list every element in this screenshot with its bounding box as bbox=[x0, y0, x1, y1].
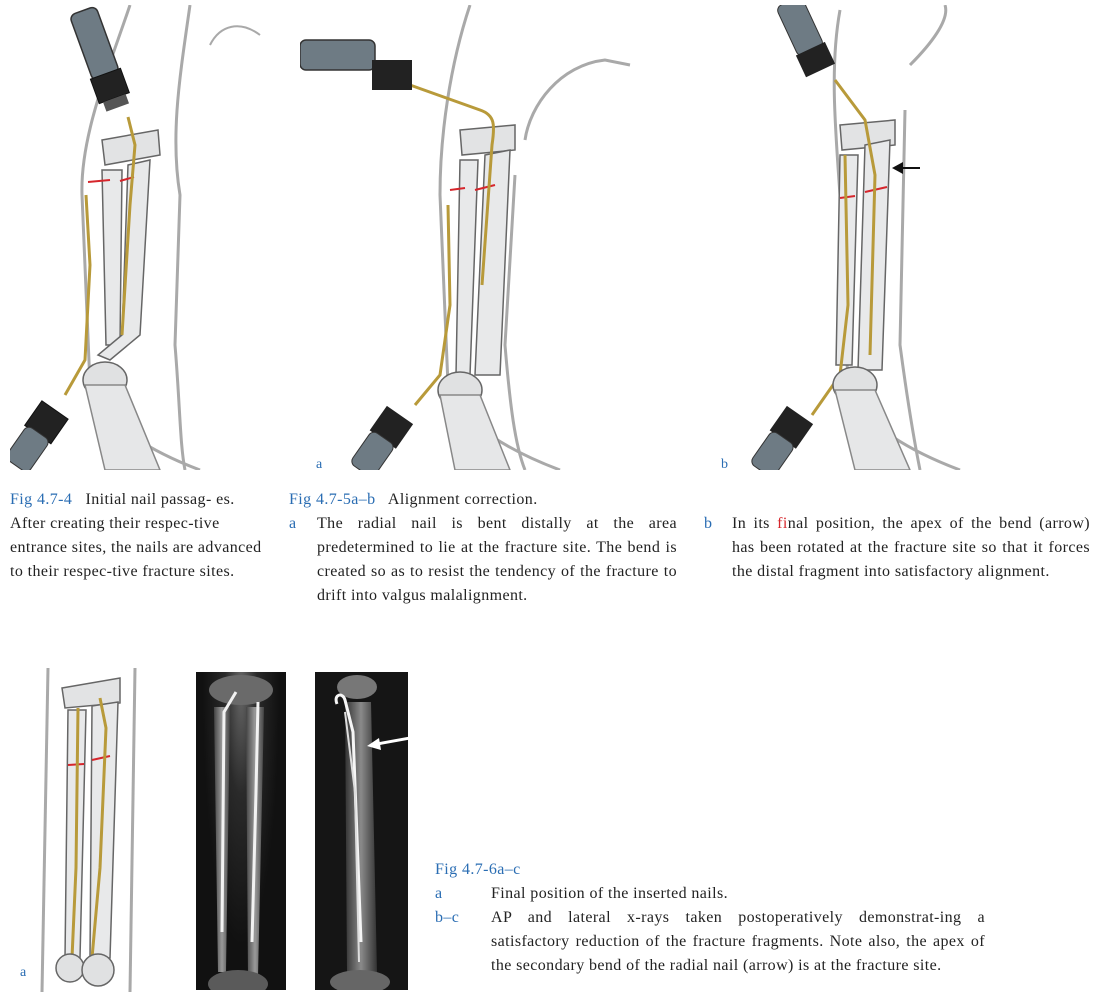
fig-4-7-5-item-b-label: b bbox=[704, 515, 713, 532]
fig-4-7-5-title: Alignment correction. bbox=[387, 491, 538, 508]
fig-4-7-6-item-bc-text: AP and lateral x-rays taken postoperatively demonstrat-ing a satisfactory reduction of the fracture fragments. Note also, the apex of the secondary bend of the radial nail (arrow) is at the fracture site. bbox=[491, 909, 985, 974]
fig-4-7-6a-illustration bbox=[10, 668, 160, 992]
fig-4-7-5-item-b bbox=[704, 512, 1090, 584]
fig-4-7-6-item-a bbox=[435, 882, 985, 906]
fig-4-7-5-item-b-pre: In its bbox=[732, 515, 778, 532]
fig-4-7-5b-caption bbox=[704, 512, 1090, 584]
fig-4-7-5-item-a bbox=[289, 512, 677, 608]
fig-4-7-5a-illustration bbox=[300, 5, 665, 470]
fig-4-7-6-number: Fig 4.7-6a–c bbox=[435, 861, 521, 878]
fig-4-7-4-title: Initial nail passag- bbox=[85, 491, 212, 508]
fig-4-7-5-item-b-post: nal position, the apex of the bend (arrow) has been rotated at the fracture site so that it forces the distal fragment into satisfactory alignment. bbox=[732, 515, 1090, 580]
xray-lateral-image bbox=[315, 672, 408, 990]
fig-4-7-6-item-bc-label: b–c bbox=[435, 909, 460, 926]
fig-4-7-5-heading bbox=[289, 488, 677, 512]
fig-4-7-5-item-a-label: a bbox=[289, 515, 297, 532]
fig-4-7-4-illustration bbox=[10, 5, 280, 470]
fig-4-7-5-panel-b-label: b bbox=[721, 457, 728, 472]
fig-4-7-6b-xray-ap bbox=[196, 672, 286, 990]
fig-4-7-4-body: es. After creating their respec-tive entrance sites, the nails are advanced to their respec-tive fracture sites. bbox=[10, 491, 262, 580]
fig-4-7-5-caption bbox=[289, 488, 677, 608]
xray-ap-image bbox=[196, 672, 286, 990]
fig-4-7-4-number: Fig 4.7-4 bbox=[10, 491, 73, 508]
fig-4-7-5-item-b-ligature: fi bbox=[777, 515, 788, 532]
fig-4-7-5-number: Fig 4.7-5a–b bbox=[289, 491, 376, 508]
fig-4-7-6-item-a-text: Final position of the inserted nails. bbox=[491, 885, 728, 902]
fig-4-7-6-caption bbox=[435, 858, 985, 978]
fig-4-7-4-caption bbox=[10, 488, 262, 584]
fig-4-7-6-item-a-label: a bbox=[435, 885, 443, 902]
fig-4-7-5b-illustration bbox=[740, 5, 1080, 470]
fig-4-7-6-item-bc bbox=[435, 906, 985, 978]
fig-4-7-5-item-a-text: The radial nail is bent distally at the area predetermined to lie at the fracture site. The bend is created so as to resist the tendency of the fracture to drift into valgus malalignment. bbox=[317, 515, 677, 604]
fig-4-7-6c-xray-lateral bbox=[315, 672, 408, 990]
fig-4-7-5-panel-a-label: a bbox=[316, 457, 323, 472]
fig-4-7-6-panel-a-label: a bbox=[20, 965, 27, 980]
